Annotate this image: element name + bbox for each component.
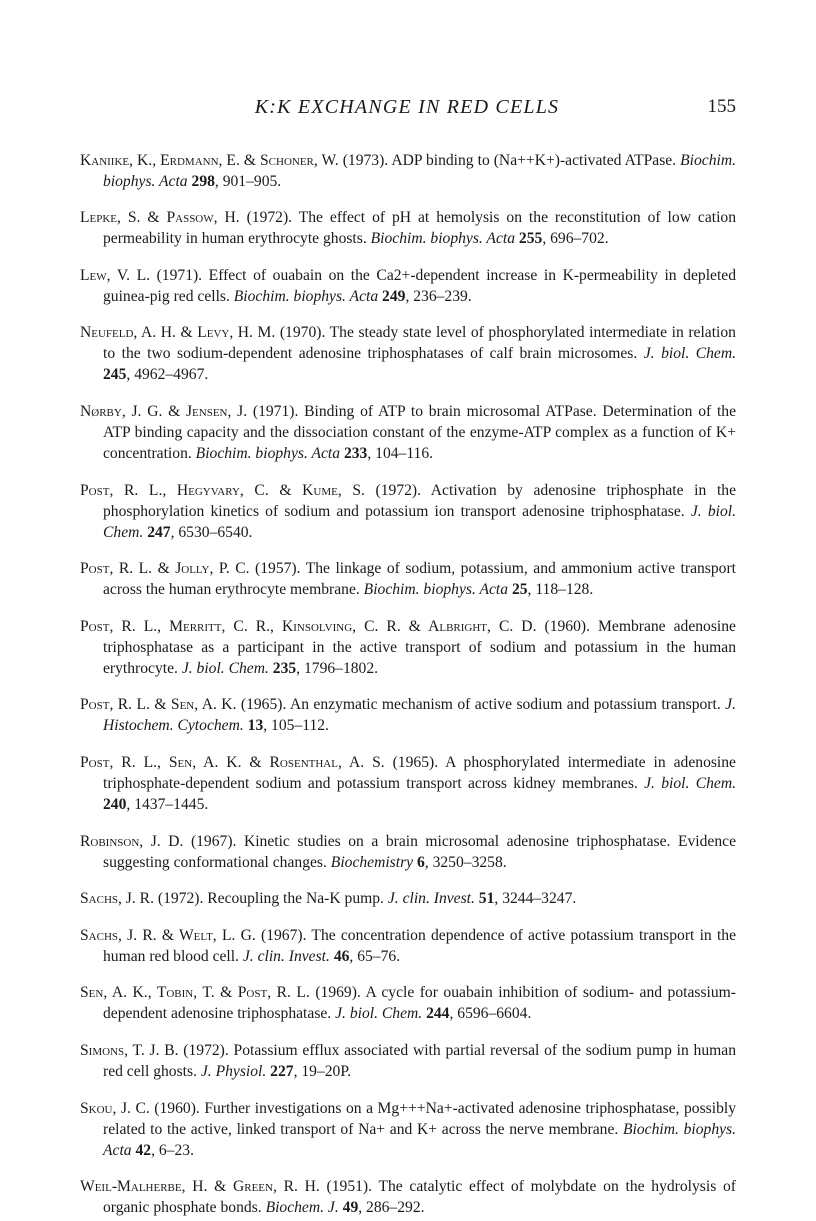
ref-year-title: (1960). Further investigations on a Mg+++Na+-activated adenosine triphosphatase, possibly related to the active, linked transport of Na+ and K+ across the nerve membrane. (103, 1099, 736, 1138)
ref-year-title: (1972). The effect of pH at hemolysis on the reconstitution of low cation permeability in human erythrocyte ghosts. (103, 209, 736, 248)
reference-item (80, 616, 736, 679)
ref-pages: , 901–905. (214, 172, 282, 190)
ref-authors: Robinson, J. D. (80, 832, 184, 850)
reference-item (80, 1098, 736, 1161)
ref-journal: J. clin. Invest. (387, 890, 475, 908)
ref-year-title: (1971). Binding of ATP to brain microsomal ATPase. Determination of the ATP binding capacity and the dissociation constant of the enzyme-ATP complex as a function of K+ concentration. (103, 402, 736, 462)
ref-pages: , 3244–3247. (494, 890, 577, 908)
ref-year-title: (1972). Potassium efflux associated with partial reversal of the sodium pump in human red cell ghosts. (103, 1041, 736, 1080)
ref-year-title: (1965). A phosphorylated intermediate in adenosine triphosphate-dependent sodium and potassium transport across kidney membranes. (103, 753, 736, 792)
ref-authors: Post, R. L. & Jolly, P. C. (80, 560, 250, 578)
ref-journal: Biochim. biophys. Acta (103, 151, 736, 190)
ref-authors: Post, R. L., Hegyvary, C. & Kume, S. (80, 481, 365, 499)
ref-pages: , 6–23. (151, 1141, 194, 1159)
running-head: K:K EXCHANGE IN RED CELLS (254, 96, 560, 118)
ref-authors: Post, R. L., Merritt, C. R., Kinsolving, C. R. & Albright, C. D. (80, 617, 537, 635)
ref-volume: 247 (147, 523, 171, 541)
reference-item (80, 480, 736, 543)
ref-volume: 51 (478, 890, 495, 908)
ref-pages: , 3250–3258. (424, 853, 507, 871)
ref-volume: 46 (333, 947, 350, 965)
ref-volume: 227 (270, 1062, 294, 1080)
ref-year-title: (1970). The steady state level of phosphorylated intermediate in relation to the two sodium-dependent adenosine triphosphatases of calf brain microsomes. (103, 324, 736, 363)
reference-item (80, 752, 736, 815)
ref-volume: 13 (247, 717, 264, 735)
ref-authors: Post, R. L., Sen, A. K. & Rosenthal, A. S. (80, 753, 385, 771)
ref-pages: , 6596–6604. (449, 1005, 532, 1023)
ref-year-title: (1969). A cycle for ouabain inhibition of sodium- and potassium-dependent adenosine triphosphatase. (103, 984, 736, 1023)
ref-journal: J. biol. Chem. (181, 659, 269, 677)
ref-authors: Simons, T. J. B. (80, 1041, 179, 1059)
ref-journal: J. biol. Chem. (644, 774, 736, 792)
ref-pages: , 19–20P. (293, 1062, 352, 1080)
ref-volume: 249 (382, 287, 406, 305)
reference-item (80, 558, 736, 600)
reference-item (80, 982, 736, 1024)
ref-volume: 298 (191, 172, 215, 190)
ref-authors: Sachs, J. R. (80, 890, 154, 908)
ref-year-title: (1967). The concentration dependence of active potassium transport in the human red blood cell. (103, 926, 737, 965)
reference-item (80, 694, 736, 736)
reference-item (80, 1176, 736, 1218)
ref-volume: 25 (511, 581, 528, 599)
ref-authors: Lepke, S. & Passow, H. (80, 209, 240, 227)
ref-authors: Sachs, J. R. & Welt, L. G. (80, 926, 256, 944)
page-header (78, 96, 736, 122)
ref-volume: 42 (135, 1141, 152, 1159)
ref-authors: Kaniike, K., Erdmann, E. & Schoner, W. (80, 151, 339, 169)
reference-item (80, 1040, 736, 1082)
ref-year-title: (1951). The catalytic effect of molybdate on the hydrolysis of organic phosphate bonds. (103, 1178, 736, 1217)
ref-journal: J. Histochem. Cytochem. (103, 696, 736, 735)
ref-pages: , 104–116. (367, 444, 434, 462)
ref-authors: Neufeld, A. H. & Levy, H. M. (80, 324, 276, 342)
ref-volume: 255 (518, 230, 543, 248)
ref-volume: 233 (343, 444, 368, 462)
ref-year-title: (1967). Kinetic studies on a brain microsomal adenosine triphosphatase. Evidence suggesting conformational changes. (103, 832, 736, 871)
page-number: 155 (707, 96, 736, 117)
ref-volume: 235 (272, 659, 297, 677)
ref-authors: Nørby, J. G. & Jensen, J. (80, 402, 248, 420)
ref-journal: Biochem. J. (265, 1199, 339, 1217)
ref-journal: J. biol. Chem. (643, 345, 736, 363)
reference-item (80, 925, 736, 967)
ref-pages: , 65–76. (349, 947, 401, 965)
ref-year-title: (1960). Membrane adenosine triphosphatase as a participant in the active transport of sodium and potassium in the human erythrocyte. (103, 617, 736, 677)
ref-journal: Biochim. biophys. Acta (233, 287, 379, 305)
ref-journal: Biochim. biophys. Acta (363, 581, 509, 599)
ref-pages: , 696–702. (542, 230, 609, 248)
ref-year-title: (1957). The linkage of sodium, potassium, and ammonium active transport across the human erythrocyte membrane. (103, 560, 736, 599)
ref-journal: Biochemistry (330, 853, 414, 871)
ref-journal: Biochim. biophys. Acta (195, 444, 341, 462)
ref-authors: Skou, J. C. (80, 1099, 150, 1117)
ref-pages: , 118–128. (527, 581, 594, 599)
ref-journal: Biochim. biophys. Acta (103, 1120, 737, 1159)
ref-journal: J. clin. Invest. (242, 947, 330, 965)
ref-journal: J. biol. Chem. (103, 502, 736, 541)
ref-year-title: (1972). Activation by adenosine triphosphate in the phosphorylation kinetics of sodium and potassium ion transport adenosine triphosphatase. (103, 481, 736, 520)
ref-pages: , 1796–1802. (296, 659, 379, 677)
ref-year-title: (1971). Effect of ouabain on the Ca2+-dependent increase in K-permeability in depleted guinea-pig red cells. (103, 266, 737, 305)
ref-volume: 240 (103, 795, 127, 813)
ref-volume: 245 (103, 366, 127, 384)
reference-item (80, 265, 736, 307)
ref-authors: Weil-Malherbe, H. & Green, R. H. (80, 1178, 320, 1196)
reference-item (80, 831, 736, 873)
ref-authors: Post, R. L. & Sen, A. K. (80, 696, 237, 714)
reference-item (80, 888, 736, 909)
reference-item (80, 322, 736, 385)
ref-year-title: (1965). An enzymatic mechanism of active sodium and potassium transport. (236, 696, 726, 714)
ref-year-title: (1972). Recoupling the Na-K pump. (153, 890, 388, 908)
ref-volume: 244 (426, 1005, 450, 1023)
ref-pages: , 6530–6540. (170, 523, 253, 541)
ref-journal: J. Physiol. (200, 1062, 267, 1080)
ref-pages: , 105–112. (263, 717, 329, 735)
reference-item (80, 401, 736, 464)
reference-item (80, 207, 736, 249)
ref-volume: 6 (416, 853, 425, 871)
ref-pages: , 1437–1445. (126, 795, 209, 813)
ref-pages: , 286–292. (358, 1199, 425, 1217)
ref-journal: J. biol. Chem. (335, 1005, 423, 1023)
ref-journal: Biochim. biophys. Acta (370, 230, 516, 248)
ref-authors: Sen, A. K., Tobin, T. & Post, R. L. (80, 984, 310, 1002)
reference-item (80, 150, 736, 192)
reference-list (80, 134, 736, 1218)
ref-pages: , 236–239. (405, 287, 472, 305)
ref-pages: , 4962–4967. (126, 366, 209, 384)
ref-authors: Lew, V. L. (80, 266, 151, 284)
ref-volume: 49 (342, 1199, 359, 1217)
ref-year-title: (1973). ADP binding to (Na++K+)-activated ATPase. (338, 151, 681, 169)
